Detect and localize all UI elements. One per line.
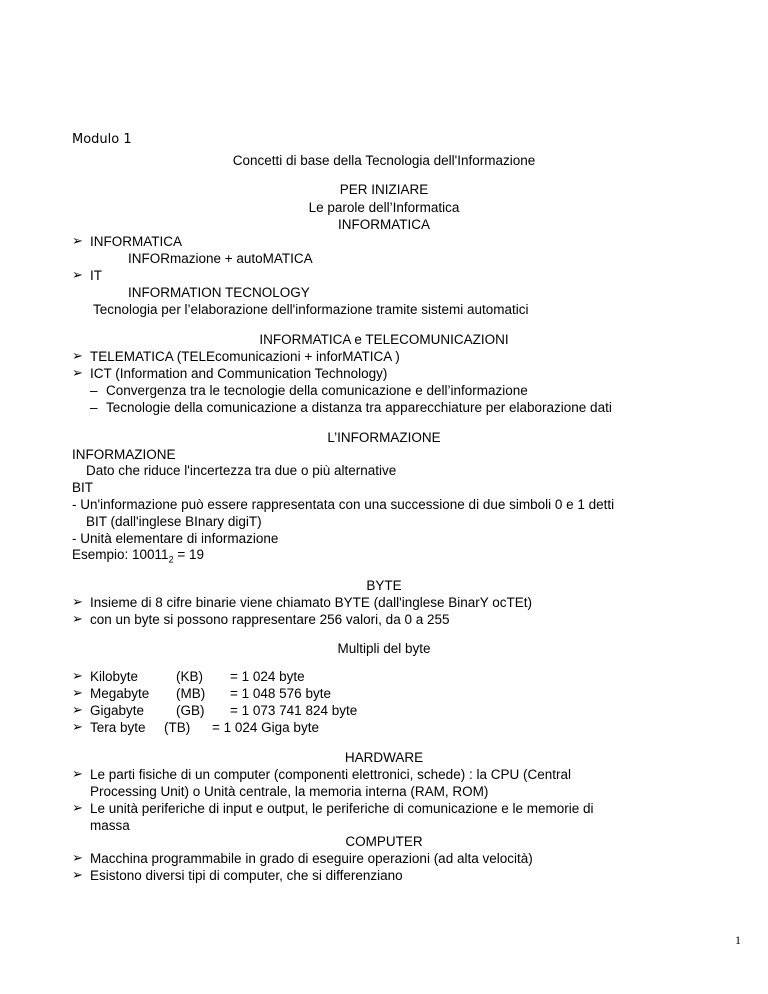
multiple-row: ➢ Megabyte (MB) = 1 048 576 byte [72, 685, 390, 702]
bullet-computer-definition: ➢ Macchina programmabile in grado di eseguire operazioni (ad alta velocità) [72, 850, 533, 867]
bullet-computer-types: ➢ Esistono diversi tipi di computer, che si differenziano [72, 867, 403, 884]
term-informazione: INFORMAZIONE [72, 447, 176, 462]
heading-hardware: HARDWARE [344, 750, 424, 765]
bullet-byte-definition: ➢ Insieme di 8 cifre binarie viene chiamato BYTE (dall'inglese BinarY ocTEt) [72, 594, 532, 611]
it-expansion: INFORMATION TECNOLOGY [128, 285, 310, 300]
heading-multipli: Multipli del byte [337, 641, 431, 656]
multiple-row: ➢ Tera byte (TB) = 1 024 Giga byte [72, 719, 390, 736]
heading-parole: Le parole dell’Informatica [308, 200, 460, 215]
heading-informazione: L’INFORMAZIONE [327, 430, 441, 445]
hardware-periferiche-continued: massa [90, 818, 130, 833]
it-description: Tecnologia per l’elaborazione dell'informazione tramite sistemi automatici [93, 302, 529, 317]
module-label: Modulo 1 [72, 132, 132, 147]
heading-computer: COMPUTER [345, 834, 423, 849]
bullet-it: ➢ IT [72, 267, 102, 284]
ict-item-convergenza: – Convergenza tra le tecnologie della comunicazione e dell’informazione [106, 382, 528, 399]
multiple-row: ➢ Kilobyte (KB) = 1 024 byte [72, 668, 390, 685]
informatica-definition: INFORmazione + autoMATICA [128, 251, 313, 266]
heading-informatica: INFORMATICA [338, 217, 430, 232]
heading-byte: BYTE [366, 578, 402, 593]
bit-description-1: - Un'informazione può essere rappresentata con una successione di due simboli 0 e 1 detti [72, 497, 615, 512]
multiple-row: ➢ Gigabyte (GB) = 1 073 741 824 byte [72, 702, 390, 719]
informazione-definition: Dato che riduce l'incertezza tra due o più alternative [86, 463, 397, 478]
page-number: 1 [735, 933, 741, 947]
bullet-ict: ➢ ICT (Information and Communication Technology) [72, 365, 387, 382]
bullet-informatica: ➢ INFORMATICA [72, 233, 182, 250]
term-bit: BIT [72, 480, 94, 495]
binary-example: Esempio: $10011_2 = 19$ [72, 547, 204, 565]
bullet-telematica: ➢ TELEMATICA (TELEcomunicazioni + inforMATICA ) [72, 348, 400, 365]
bullet-hardware-parts: ➢ Le parti fisiche di un computer (componenti elettronici, schede) : la CPU (Central [72, 766, 571, 783]
ict-item-tecnologie: – Tecnologie della comunicazione a distanza tra apparecchiature per elaborazione dati [106, 399, 612, 416]
hardware-parts-continued: Processing Unit) o Unità centrale, la memoria interna (RAM, ROM) [90, 784, 489, 799]
document-subtitle: Concetti di base della Tecnologia dell'Informazione [232, 153, 536, 168]
bullet-byte-values: ➢ con un byte si possono rappresentare 256 valori, da 0 a 255 [72, 611, 450, 628]
heading-telecomunicazioni: INFORMATICA e TELECOMUNICAZIONI [259, 332, 509, 347]
bit-description-3: - Unità elementare di informazione [72, 531, 279, 546]
bit-description-2: BIT (dall'inglese BInary digiT) [86, 514, 262, 529]
heading-per-iniziare: PER INIZIARE [339, 182, 429, 197]
bullet-hardware-periferiche: ➢ Le unità periferiche di input e output, le periferiche di comunicazione e le memorie di [72, 800, 594, 817]
